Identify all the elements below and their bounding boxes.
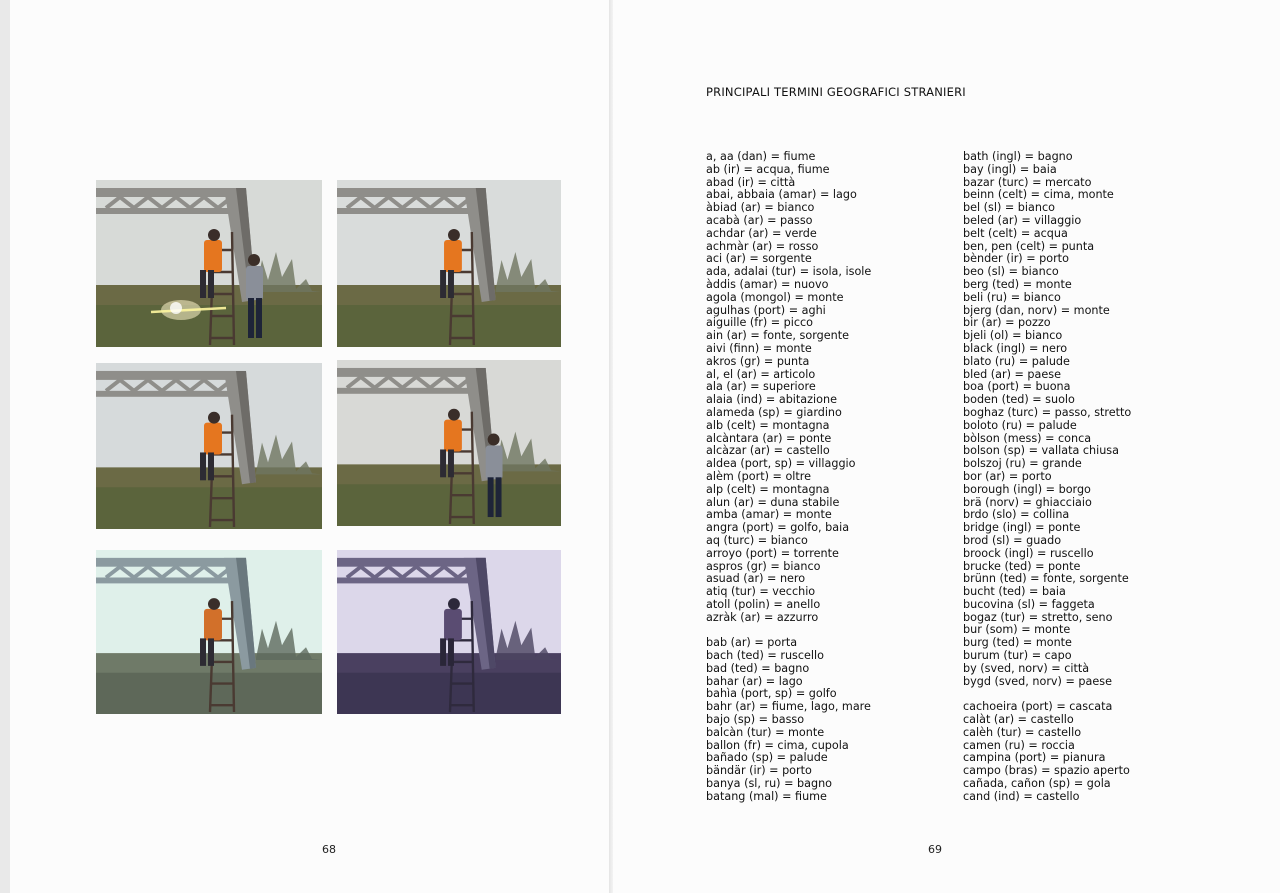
glossary-entry: bjeli (ol) = bianco (963, 329, 1063, 343)
glossary-entry: a, aa (dan) = fiume (706, 150, 816, 163)
glossary-entry: bolszoj (ru) = grande (963, 457, 1082, 471)
glossary-entry: alun (ar) = duna stabile (706, 495, 840, 509)
glossary-entry: brucke (ted) = ponte (963, 559, 1081, 573)
glossary-entry: blato (ru) = palude (963, 354, 1070, 368)
left-page (10, 0, 610, 893)
glossary-entry: asuad (ar) = nero (706, 572, 806, 586)
glossary-entry: al, el (ar) = articolo (706, 367, 816, 381)
glossary-entry: abad (ir) = città (706, 175, 796, 189)
glossary-entry: borough (ingl) = borgo (963, 482, 1091, 496)
glossary-entry: beinn (celt) = cima, monte (963, 188, 1114, 202)
glossary-entry: aq (turc) = bianco (706, 533, 808, 547)
photo-6 (337, 550, 561, 714)
glossary-entry: bur (som) = monte (963, 623, 1071, 637)
glossary-entry: aci (ar) = sorgente (706, 252, 812, 266)
glossary-entry: boa (port) = buona (963, 380, 1071, 394)
glossary-entry: bad (ted) = bagno (706, 661, 810, 675)
photo-4 (337, 360, 561, 526)
glossary-entry: atiq (tur) = vecchio (706, 585, 816, 599)
glossary-entry: boloto (ru) = palude (963, 418, 1077, 432)
glossary-entry: bir (ar) = pozzo (963, 316, 1051, 330)
glossary-entry: bab (ar) = porta (706, 636, 798, 650)
glossary-entry: alaia (ind) = abitazione (706, 393, 837, 407)
glossary-entry: abai, abbaia (amar) = lago (706, 188, 857, 202)
glossary-entry: bled (ar) = paese (963, 367, 1061, 381)
glossary-entry: ain (ar) = fonte, sorgente (706, 329, 849, 343)
glossary-entry: bucovina (sl) = faggeta (963, 597, 1095, 611)
glossary-entry: azràk (ar) = azzurro (706, 610, 819, 624)
glossary-entry: beled (ar) = villaggio (963, 213, 1082, 227)
glossary-entry: batang (mal) = fiume (706, 789, 827, 803)
glossary-entry: bygd (sved, norv) = paese (963, 674, 1112, 688)
glossary-entry: banya (sl, ru) = bagno (706, 777, 833, 791)
glossary-entry: broock (ingl) = ruscello (963, 546, 1094, 560)
photo-3 (96, 363, 322, 529)
glossary-entry: bòlson (mess) = conca (963, 431, 1092, 445)
glossary-entry: campo (bras) = spazio aperto (963, 764, 1130, 778)
glossary-entry: agola (mongol) = monte (706, 290, 844, 304)
glossary-entry: angra (port) = golfo, baia (706, 521, 850, 535)
glossary-entry: black (ingl) = nero (963, 341, 1068, 355)
glossary-entry: aspros (gr) = bianco (706, 559, 821, 573)
glossary-entry: belt (celt) = acqua (963, 226, 1068, 240)
glossary-entry: beo (sl) = bianco (963, 265, 1059, 279)
glossary-entry: achdar (ar) = verde (706, 226, 817, 240)
glossary-entry: agulhas (port) = aghi (706, 303, 826, 317)
glossary-entry: amba (amar) = monte (706, 508, 832, 522)
glossary-entry: bolson (sp) = vallata chiusa (963, 444, 1119, 458)
glossary-entry: ab (ir) = acqua, fiume (706, 162, 830, 176)
glossary-entry: brod (sl) = guado (963, 533, 1062, 547)
glossary-entry: alcàntara (ar) = ponte (706, 431, 832, 445)
glossary-entry: berg (ted) = monte (963, 277, 1072, 291)
page-title: PRINCIPALI TERMINI GEOGRAFICI STRANIERI (706, 85, 966, 99)
glossary-entry: alp (celt) = montagna (706, 482, 830, 496)
glossary-entry: àddis (amar) = nuovo (706, 277, 829, 291)
glossary-entry: ben, pen (celt) = punta (963, 239, 1095, 253)
glossary-entry: bor (ar) = porto (963, 469, 1052, 483)
glossary-entry: atoll (polin) = anello (706, 597, 821, 611)
page-number-right: 69 (928, 843, 942, 856)
glossary-column-2 (963, 151, 1131, 804)
glossary-column-1 (706, 151, 871, 804)
glossary-entry: alb (celt) = montagna (706, 418, 830, 432)
glossary-entry: boghaz (turc) = passo, stretto (963, 405, 1132, 419)
glossary-entry: bay (ingl) = baia (963, 162, 1057, 176)
glossary-entry: bahìa (port, sp) = golfo (706, 687, 837, 701)
glossary-entry: balcàn (tur) = monte (706, 725, 825, 739)
glossary-entry: bjerg (dan, norv) = monte (963, 303, 1110, 317)
glossary-entry: calèh (tur) = castello (963, 725, 1082, 739)
photo-1 (96, 180, 322, 347)
glossary-entry: bridge (ingl) = ponte (963, 521, 1081, 535)
glossary-entry: aivi (finn) = monte (706, 341, 812, 355)
glossary-entry: cand (ind) = castello (963, 789, 1080, 803)
glossary-entry: bahar (ar) = lago (706, 674, 803, 688)
glossary-entry: bändär (ir) = porto (706, 764, 812, 778)
glossary-entry: àbiad (ar) = bianco (706, 201, 815, 215)
glossary-entry: alameda (sp) = giardino (706, 405, 842, 419)
glossary-entry: camen (ru) = roccia (963, 738, 1075, 752)
glossary-entry: brünn (ted) = fonte, sorgente (963, 572, 1129, 586)
glossary-entry: acabà (ar) = passo (706, 213, 813, 227)
glossary-entry: alèm (port) = oltre (706, 469, 812, 483)
glossary-entry: bazar (turc) = mercato (963, 175, 1092, 189)
right-page (613, 0, 1280, 893)
glossary-entry: cachoeira (port) = cascata (963, 700, 1113, 714)
glossary-entry: bogaz (tur) = stretto, seno (963, 610, 1113, 624)
glossary-entry: arroyo (port) = torrente (706, 546, 839, 560)
glossary-entry: akros (gr) = punta (706, 354, 810, 368)
glossary-entry: bènder (ir) = porto (963, 252, 1069, 266)
glossary-entry: boden (ted) = suolo (963, 393, 1075, 407)
glossary-entry: bath (ingl) = bagno (963, 150, 1073, 163)
glossary-entry: bel (sl) = bianco (963, 201, 1055, 215)
glossary-entry: bucht (ted) = baia (963, 585, 1066, 599)
glossary-entry: aldea (port, sp) = villaggio (706, 457, 856, 471)
glossary-entry: bajo (sp) = basso (706, 713, 805, 727)
glossary-entry: bach (ted) = ruscello (706, 649, 824, 663)
glossary-entry: bahr (ar) = fiume, lago, mare (706, 700, 871, 714)
glossary-entry: ada, adalai (tur) = isola, isole (706, 265, 872, 279)
glossary-entry: brdo (slo) = collina (963, 508, 1070, 522)
glossary-entry: burg (ted) = monte (963, 636, 1072, 650)
glossary-entry: ala (ar) = superiore (706, 380, 816, 394)
glossary-entry: burum (tur) = capo (963, 649, 1072, 663)
photo-2 (337, 180, 561, 347)
glossary-entry: ballon (fr) = cima, cupola (706, 738, 849, 752)
glossary-entry: beli (ru) = bianco (963, 290, 1061, 304)
glossary-entry: bañado (sp) = palude (706, 751, 828, 765)
glossary-entry: cañada, cañon (sp) = gola (963, 777, 1111, 791)
glossary-entry: aiguille (fr) = picco (706, 316, 814, 330)
photo-5 (96, 550, 322, 714)
glossary-entry: brä (norv) = ghiacciaio (963, 495, 1092, 509)
glossary-entry: campina (port) = pianura (963, 751, 1106, 765)
page-number-left: 68 (322, 843, 336, 856)
glossary-entry: by (sved, norv) = città (963, 661, 1090, 675)
glossary-entry: alcàzar (ar) = castello (706, 444, 830, 458)
glossary-entry: calàt (ar) = castello (963, 713, 1074, 727)
glossary-entry: achmàr (ar) = rosso (706, 239, 819, 253)
